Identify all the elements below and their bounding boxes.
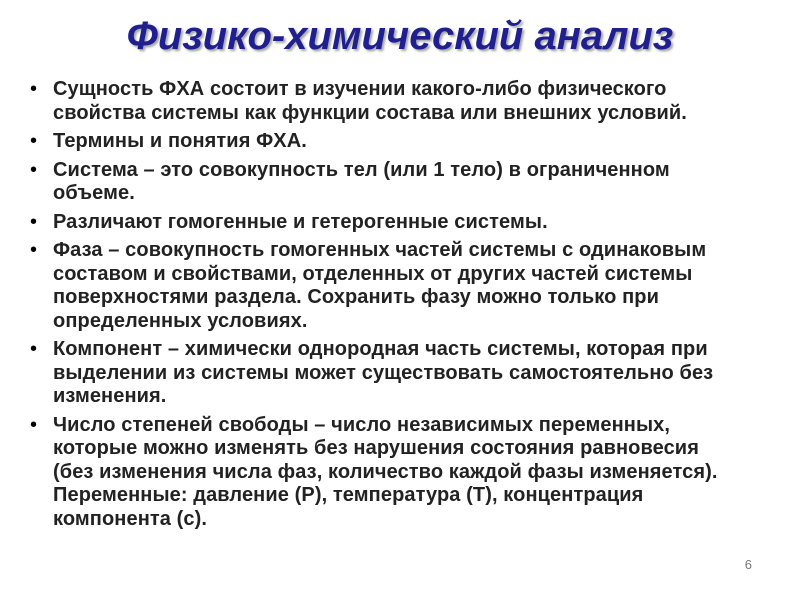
bullet-line: выделении из системы может существовать самостоятельно без bbox=[53, 361, 714, 384]
bullet-line: Компонент – химически однородная часть системы, которая при bbox=[53, 338, 708, 360]
bullet-item bbox=[28, 239, 788, 333]
bullet-line: Различают гомогенные и гетерогенные системы. bbox=[53, 210, 548, 233]
bullet-icon: • bbox=[30, 413, 38, 436]
bullet-item bbox=[28, 159, 788, 206]
bullet-line: объеме. bbox=[53, 182, 135, 204]
bullet-item bbox=[28, 78, 788, 125]
bullet-line: Сущность ФХА состоит в изучении какого-либо физического bbox=[53, 78, 667, 100]
bullet-line: изменения. bbox=[53, 385, 167, 407]
bullet-item bbox=[28, 338, 788, 409]
bullet-line: Фаза – совокупность гомогенных частей системы с одинаковым bbox=[53, 239, 707, 261]
bullet-list bbox=[28, 78, 788, 536]
bullet-line: (без изменения числа фаз, количество каждой фазы изменяется). bbox=[53, 460, 718, 483]
bullet-line: поверхностями раздела. Сохранить фазу можно только при bbox=[53, 286, 659, 308]
bullet-icon: • bbox=[30, 158, 38, 181]
bullet-item bbox=[28, 130, 788, 154]
bullet-line: определенных условиях. bbox=[53, 309, 308, 332]
page-number: 6 bbox=[744, 557, 752, 572]
bullet-icon: • bbox=[30, 210, 38, 233]
bullet-item bbox=[28, 414, 788, 532]
bullet-line: Число степеней свободы – число независимых переменных, bbox=[53, 413, 671, 436]
bullet-icon: • bbox=[30, 338, 38, 360]
bullet-line: которые можно изменять без нарушения состояния равновесия bbox=[53, 437, 699, 459]
bullet-icon: • bbox=[30, 130, 38, 152]
bullet-icon: • bbox=[30, 239, 38, 261]
bullet-line: Термины и понятия ФХА. bbox=[53, 130, 307, 152]
slide-title: Физико-химический анализ bbox=[126, 14, 674, 58]
bullet-icon: • bbox=[30, 78, 38, 100]
bullet-line: составом и свойствами, отделенных от других частей системы bbox=[53, 262, 693, 285]
bullet-item bbox=[28, 211, 788, 235]
bullet-line: Система – это совокупность тел (или 1 тело) в ограниченном bbox=[53, 158, 670, 181]
bullet-line: свойства системы как функции состава или внешних условий. bbox=[53, 101, 687, 124]
bullet-line: компонента (с). bbox=[53, 507, 208, 530]
bullet-line: Переменные: давление (Р), температура (Т), концентрация bbox=[53, 484, 644, 506]
